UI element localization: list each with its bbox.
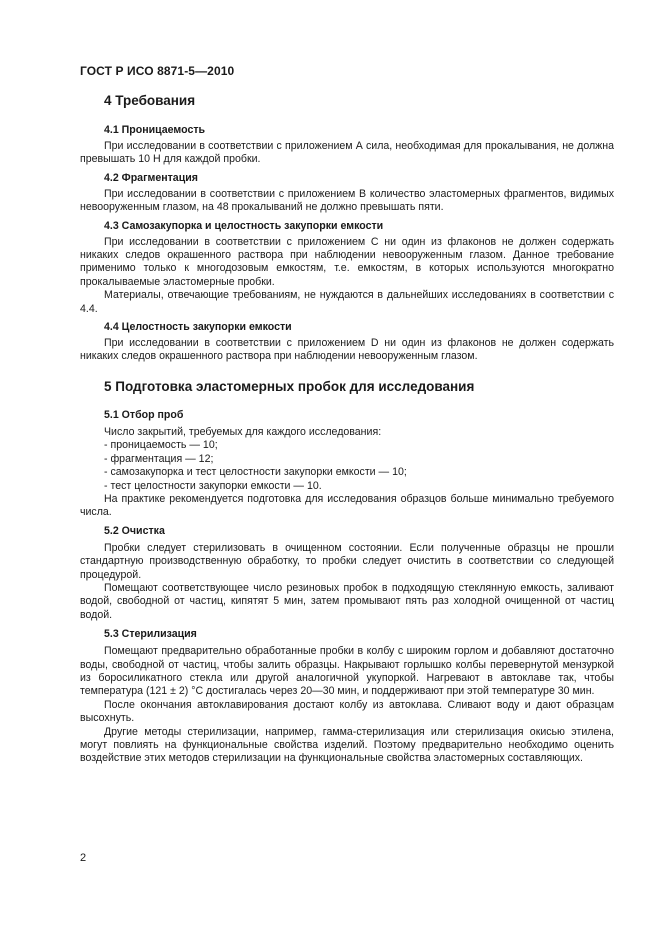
section-5-title: 5 Подготовка эластомерных пробок для исследования [104,378,475,394]
section-5-3-text-1: Помещают предварительно обработанные пробки в колбу с широким горлом и добавляют достаточно воды, свободной от частиц, чтобы залить образцы. Накрывают горлышко колбы перевернутой мензуркой из боросиликатного стекла или другой аналогичной укупоркой. Нагревают в автоклаве так, чтобы температура (121 ± 2) °С достигалась через 20—30 мин, и поддерживают при этой температуре 30 мин. [80,645,614,698]
section-4-4-text: При исследовании в соответствии с приложением D ни один из флаконов не должен содержать никаких следов окрашенного раствора при наблюдении невооруженным глазом. [80,337,614,363]
section-5-1-intro: Число закрытий, требуемых для каждого исследования: [104,425,382,438]
section-5-3-text-3: Другие методы стерилизации, например, гамма-стерилизация или стерилизация окисью этилена, могут повлиять на функциональные свойства изделий. Поэтому предварительно необходимо оценить воздействие этих методов стерилизации на функциональные свойства эластомерных составляющих. [80,725,614,765]
section-4-4-title: 4.4 Целостность закупорки емкости [104,321,292,334]
page-number: 2 [80,852,87,864]
list-item: - проницаемость — 10; [104,439,218,452]
list-item: - тест целостности закупорки емкости — 10. [104,479,322,492]
section-4-3-text-1: При исследовании в соответствии с приложением С ни один из флаконов не должен содержать никаких следов окрашенного раствора при наблюдении невооруженным глазом. Данное требование применимо только к многодозовым емкостям, т.е. емкостям, в которых используются многократно прокалываемые эластомерные пробки. [80,235,614,288]
section-5-2-text-2: Помещают соответствующее число резиновых пробок в подходящую стеклянную емкость, заливают водой, свободной от частиц, кипятят 5 мин, затем промывают пять раз холодной очищенной от частиц водой. [80,581,614,621]
section-5-1-text-2: На практике рекомендуется подготовка для исследования образцов больше минимально требуемого числа. [80,492,614,519]
list-item: - самозакупорка и тест целостности закупорки емкости — 10; [104,466,407,479]
section-5-3-title: 5.3 Стерилизация [104,628,197,641]
section-5-3-text-2: После окончания автоклавирования достают колбу из автоклава. Сливают воду и дают образцам высохнуть. [80,698,614,725]
section-4-3-title: 4.3 Самозакупорка и целостность закупорки емкости [104,219,384,232]
section-5-2-text-1: Пробки следует стерилизовать в очищенном состоянии. Если полученные образцы не прошли стандартную производственную обработку, то пробки следует очистить в соответствии со следующей процедурой. [80,541,614,581]
section-5-1-title: 5.1 Отбор проб [104,408,184,421]
section-4-1-title: 4.1 Проницаемость [104,124,206,136]
page-content [80,92,614,766]
sample-count-list [80,439,614,493]
section-4-3-text-2: Материалы, отвечающие требованиям, не нуждаются в дальнейших исследованиях в соответствии с 4.4. [80,289,614,315]
section-4-2-title: 4.2 Фрагментация [104,171,198,184]
section-4-1-text: При исследовании в соответствии с приложением А сила, необходимая для прокалывания, не должна превышать 10 Н для каждой пробки. [80,140,614,166]
section-4-title: 4 Требования [104,93,196,108]
list-item: - фрагментация — 12; [104,452,214,465]
document-header: ГОСТ Р ИСО 8871-5—2010 [80,64,235,78]
section-5-2-title: 5.2 Очистка [104,524,165,537]
section-4-2-text: При исследовании в соответствии с приложением В количество эластомерных фрагментов, видимых невооруженным глазом, на 48 прокалываний не должно превышать пяти. [80,187,614,214]
